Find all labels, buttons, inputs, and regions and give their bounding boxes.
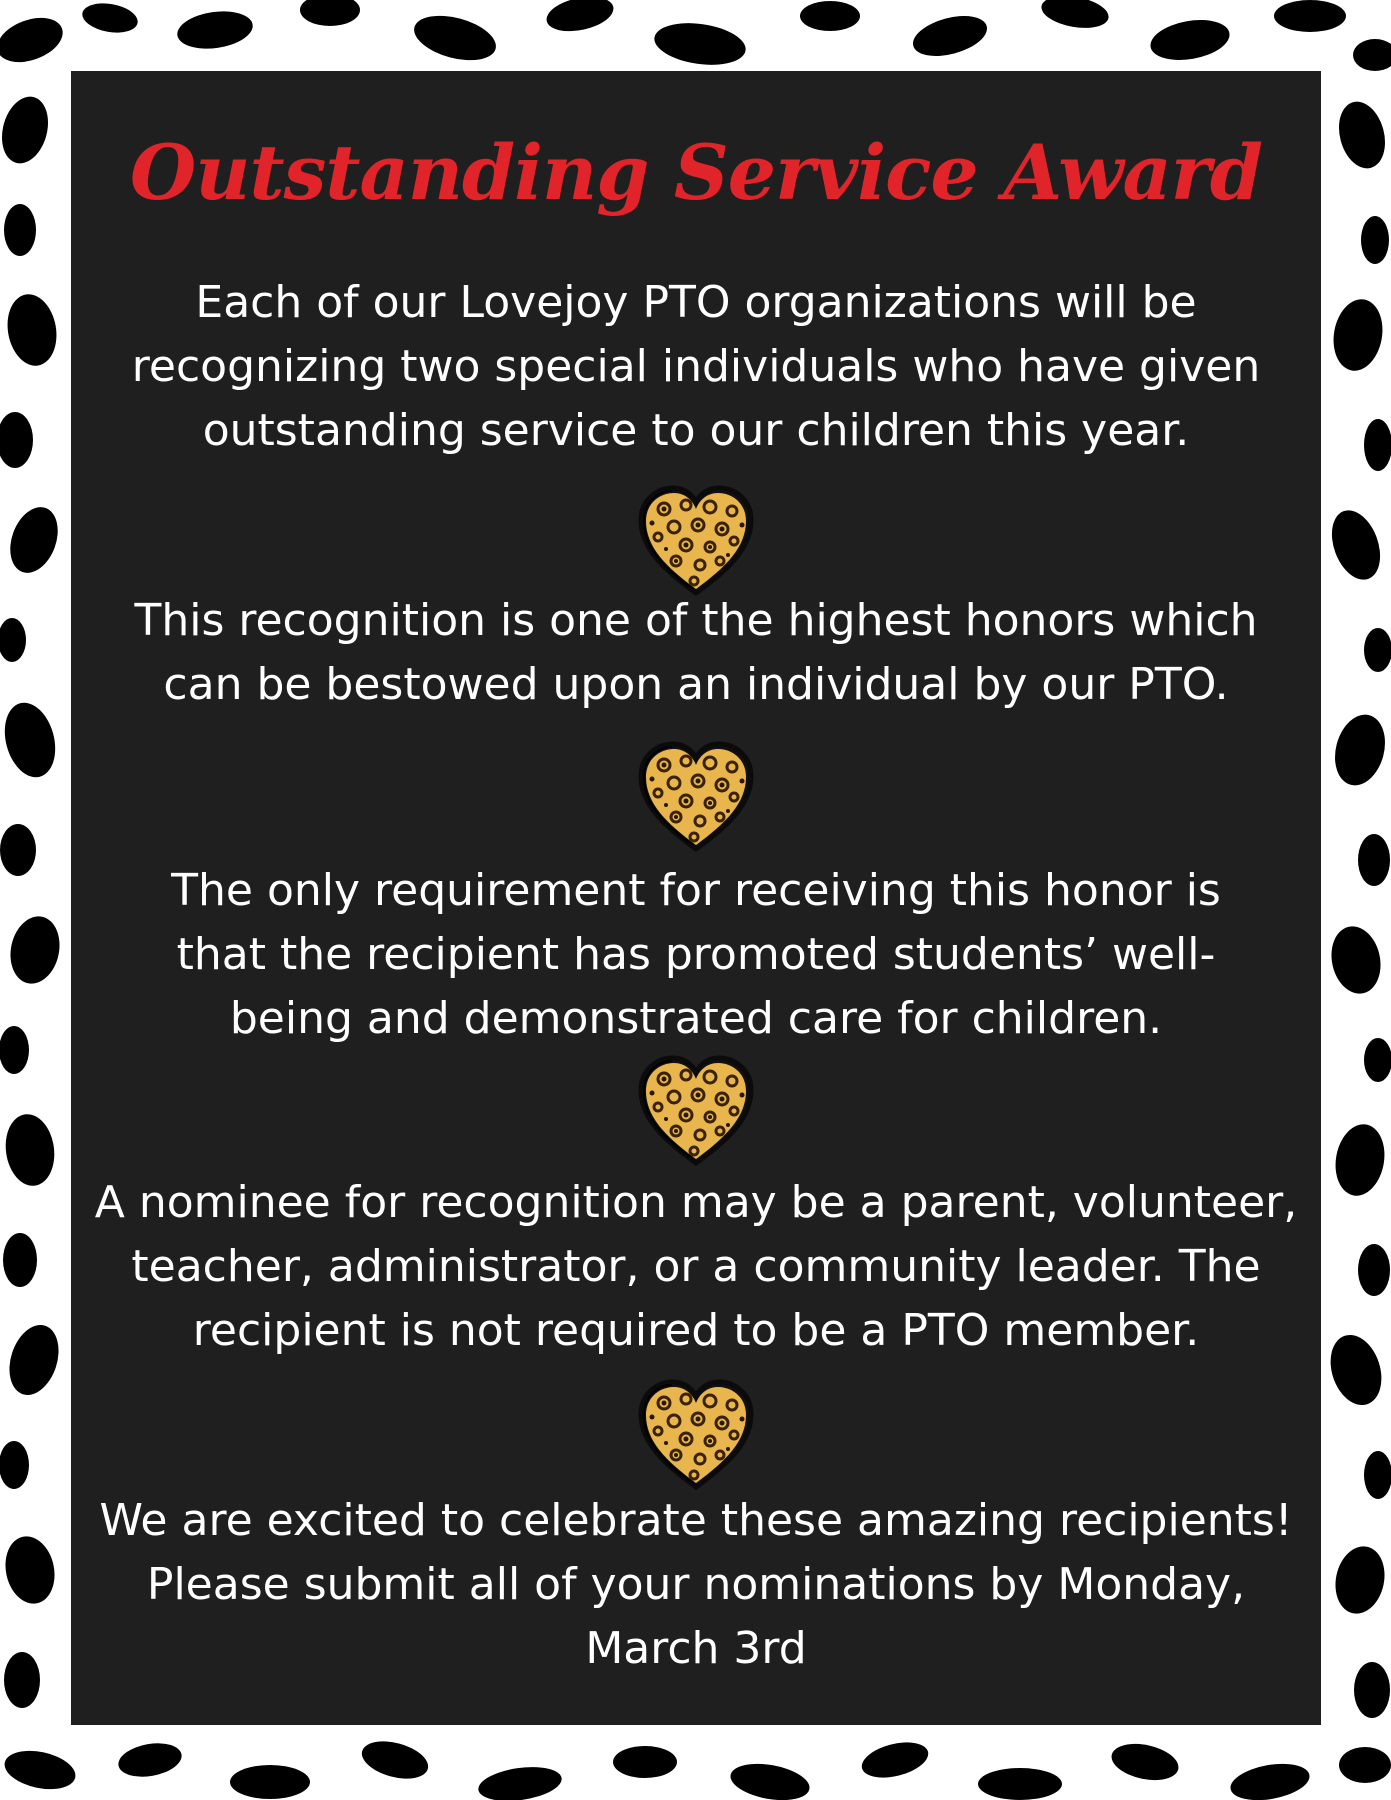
paragraph-recognition (81, 589, 1311, 717)
paragraph-line: recipient is not required to be a PTO member. (192, 1305, 1200, 1356)
paragraph-requirement (81, 859, 1311, 1051)
paragraph-line: Please submit all of your nominations by Monday, (146, 1559, 1246, 1610)
paragraph-line: recognizing two special individuals who have given (131, 341, 1261, 392)
paragraph-line: teacher, administrator, or a community leader. The (131, 1241, 1261, 1292)
paragraph-line: This recognition is one of the highest honors which (134, 595, 1258, 646)
paragraph-line: We are excited to celebrate these amazing recipients! (99, 1495, 1293, 1546)
paragraph-line: outstanding service to our children this year. (202, 405, 1190, 456)
paragraph-intro (81, 271, 1311, 463)
paragraph-line: that the recipient has promoted students’ well- (176, 929, 1216, 980)
leopard-heart-icon (636, 485, 756, 597)
page-title: Outstanding Service Award (130, 128, 1262, 217)
award-panel (71, 71, 1321, 1725)
paragraph-line: March 3rd (585, 1623, 807, 1674)
leopard-heart-icon (636, 1379, 756, 1491)
leopard-heart-icon (636, 1055, 756, 1167)
leopard-heart-icon (636, 741, 756, 853)
paragraph-line: can be bestowed upon an individual by our PTO. (163, 659, 1229, 710)
paragraph-deadline (81, 1489, 1311, 1681)
paragraph-nominee (81, 1171, 1311, 1363)
paragraph-line: The only requirement for receiving this honor is (171, 865, 1221, 916)
paragraph-line: being and demonstrated care for children. (229, 993, 1163, 1044)
paragraph-line: A nominee for recognition may be a parent, volunteer, (94, 1177, 1298, 1228)
paragraph-line: Each of our Lovejoy PTO organizations will be (195, 277, 1197, 328)
